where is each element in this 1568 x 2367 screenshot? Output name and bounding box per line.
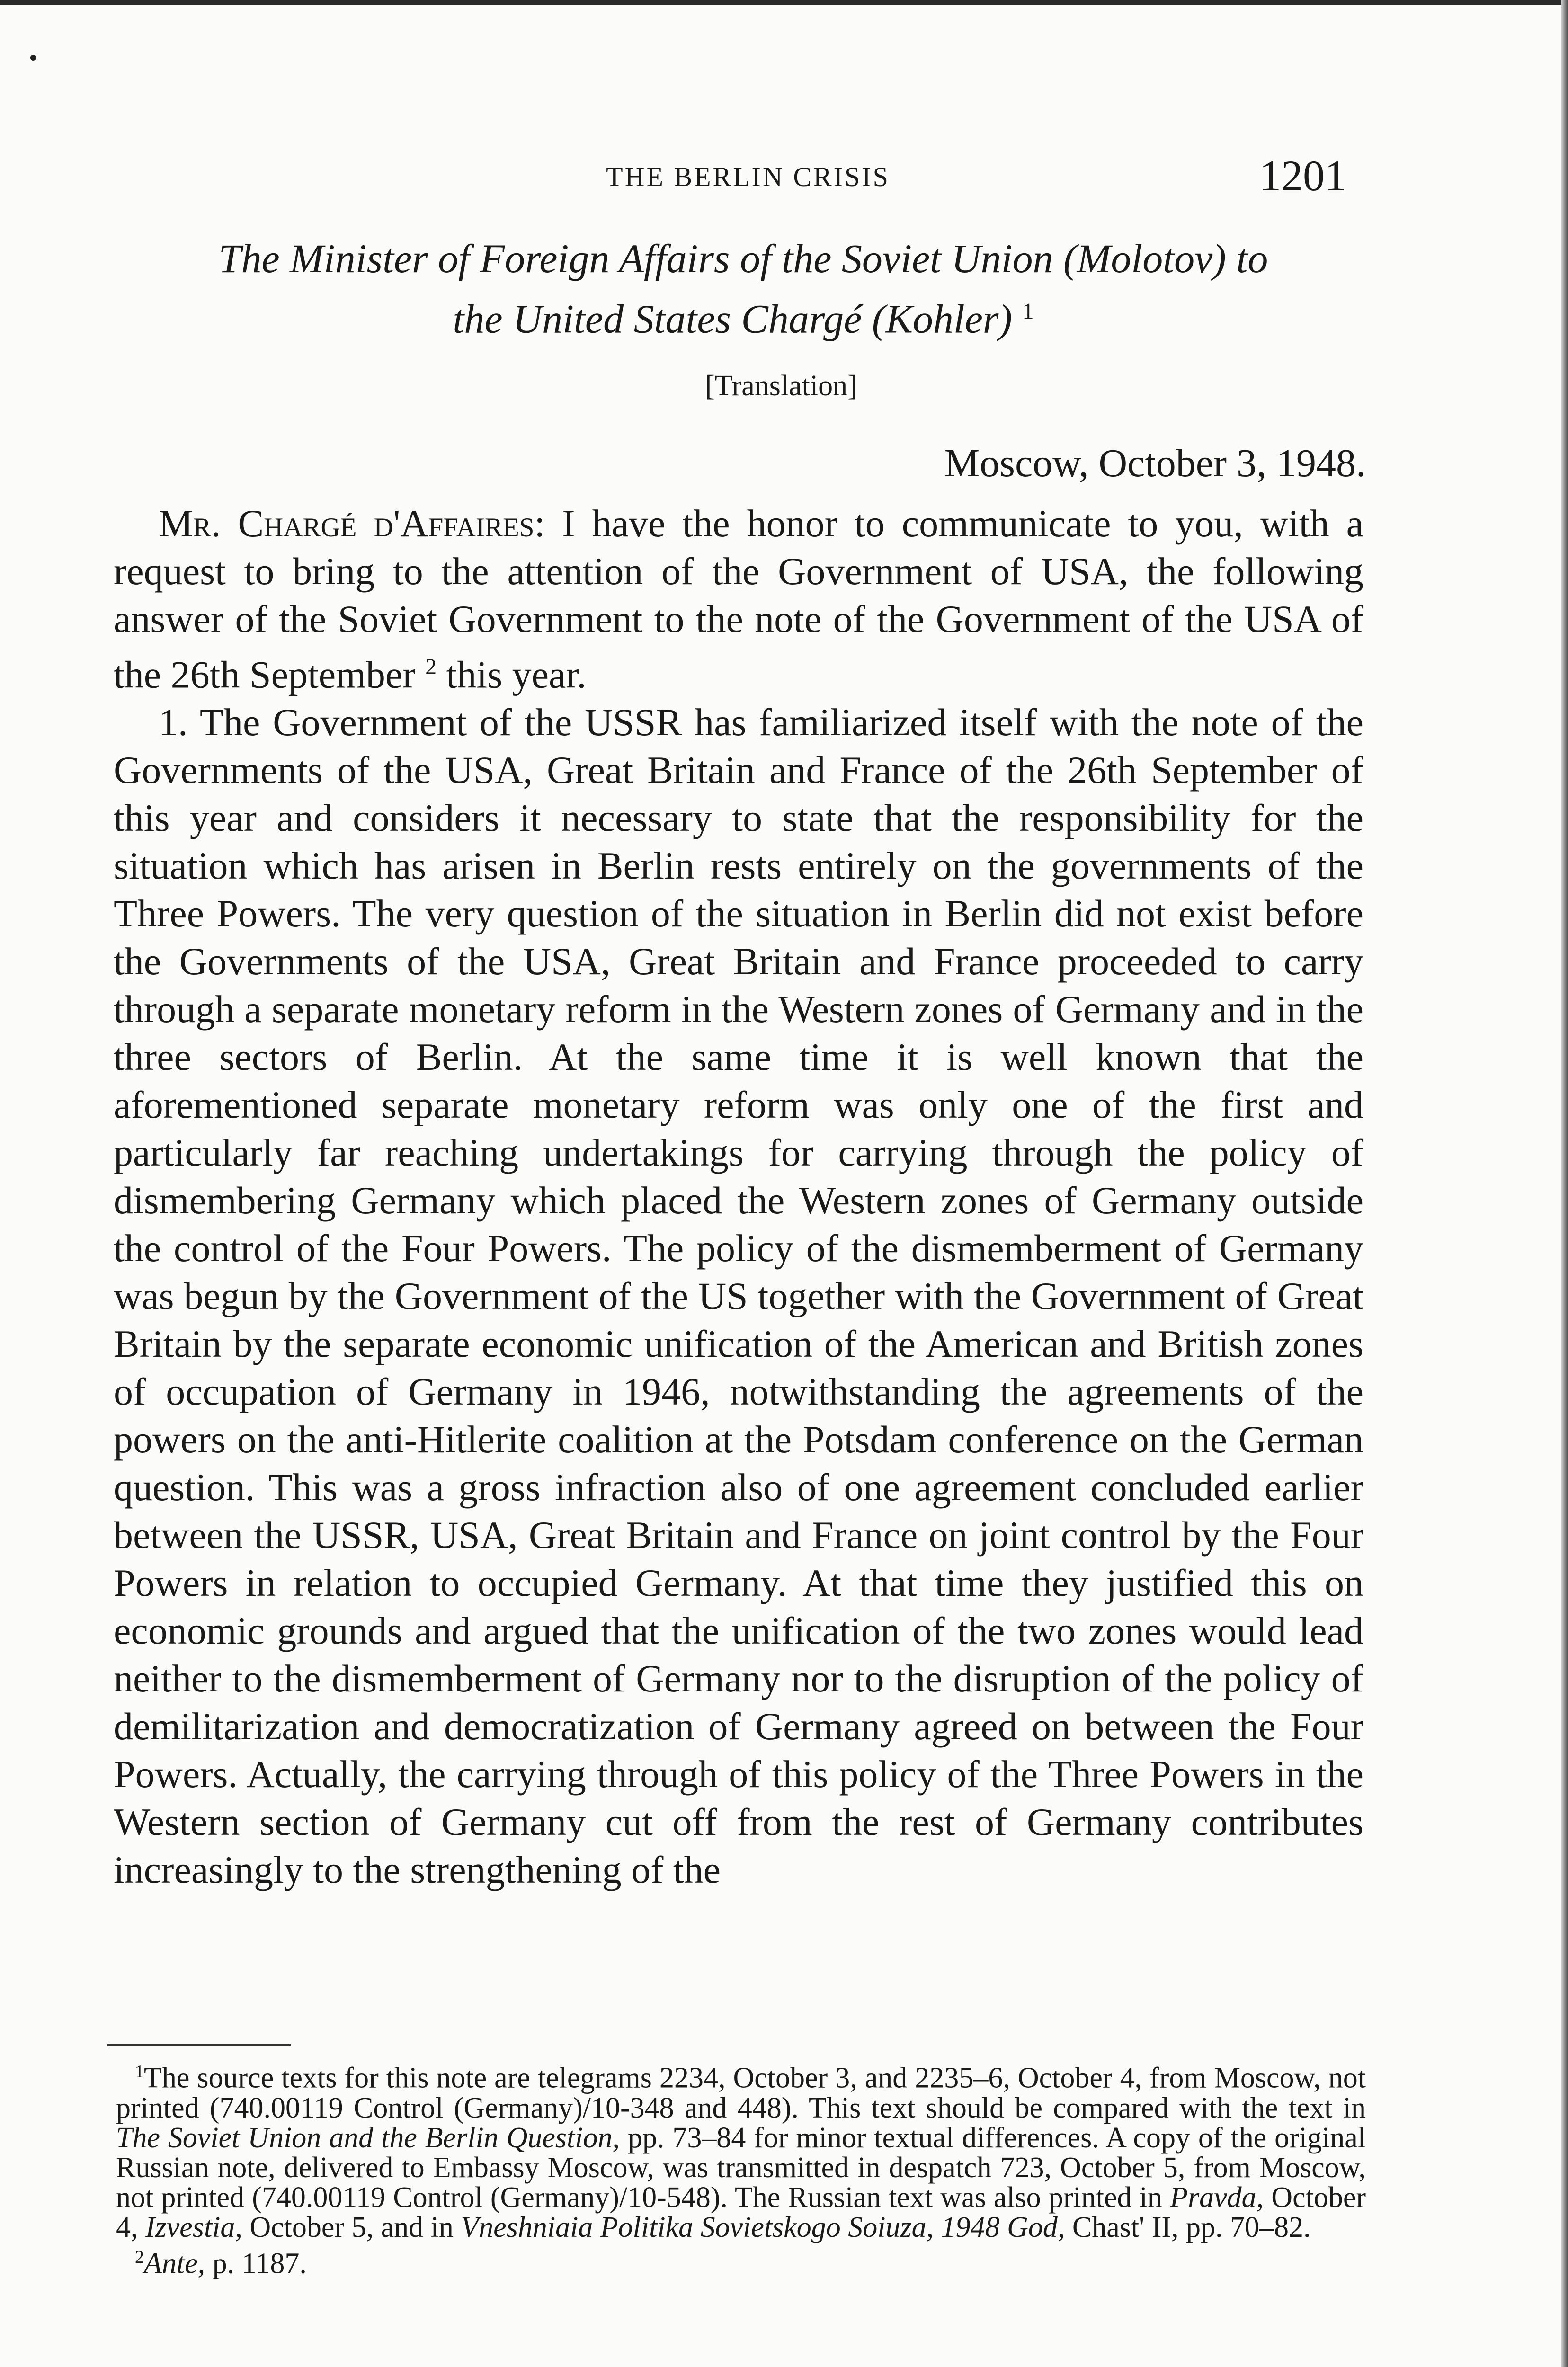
footnote-1-text-b: pp. 73–84 for minor textual differences. A copy of the original Russian note, delivered to Embassy Moscow, was transmitted in despatch 723, October 5, from Moscow, not printed (740.00119 Control (Germany)/10-548). The Russian text was also printed in	[116, 2121, 1366, 2214]
page-number: 1201	[1259, 151, 1346, 200]
dateline: Moscow, October 3, 1948.	[944, 441, 1366, 485]
paragraph-1-text: I have the honor to communicate to you, with a request to bring to the attention of the Government of USA, the following answer of the Soviet Government to the note of the Government of the USA of the 26th September	[114, 502, 1363, 696]
running-head: THE BERLIN CRISIS	[606, 161, 890, 192]
title-line-1: The Minister of Foreign Affairs of the Soviet Union (Molotov) to	[218, 236, 1268, 281]
title-line-2-text: the United States Chargé (Kohler)	[453, 296, 1013, 342]
footnote-1-izvestia: Izvestia,	[145, 2211, 242, 2243]
top-border	[0, 0, 1568, 5]
footnote-2-ante: Ante,	[144, 2247, 205, 2280]
footnotes	[116, 2057, 1366, 2278]
footnote-1-title-a: The Soviet Union and the Berlin Question,	[116, 2121, 620, 2154]
footnote-ref-2: 2	[425, 654, 437, 679]
paragraph-1-tail: this year.	[437, 653, 587, 696]
title-line-2	[109, 285, 1378, 346]
footnote-1-text-d: October 5, and in	[242, 2211, 461, 2243]
footnote-2-mark: 2	[135, 2247, 144, 2267]
speck-mark	[30, 55, 36, 61]
footnote-rule	[107, 2044, 291, 2046]
footnote-2	[116, 2242, 1366, 2279]
paragraph-2: 1. The Government of the USSR has familiarized itself with the note of the Governments of the USA, Great Britain and France of the 26th September of this year and considers it necessary to state that the responsibility for the situation which has arisen in Berlin rests entirely on the governments of the Three Powers. The very question of the situation in Berlin did not exist before the Governments of the USA, Great Britain and France proceeded to carry through a separate monetary reform in the Western zones of Germany and in the three sectors of Berlin. At the same time it is well known that the aforementioned separate monetary reform was only one of the first and particularly far reaching undertakings for carrying through the policy of dismembering Germany which placed the Western zones of Germany outside the control of the Four Powers. The policy of the dismemberment of Germany was begun by the Government of the US together with the Government of Great Britain by the separate economic unification of the American and British zones of occupation of Germany in 1946, notwithstanding the agreements of the powers on the anti-Hitlerite coalition at the Potsdam conference on the German question. This was a gross infraction also of one agreement concluded earlier between the USSR, USA, Great Britain and France on joint control by the Four Powers in relation to occupied Germany. At that time they justified this on economic grounds and argued that the unification of the two zones would lead neither to the dismemberment of Germany nor to the disruption of the policy of demilitarization and democratization of Germany agreed on between the Four Powers. Actually, the carrying through of this policy of the Three Powers in the Western section of Germany cut off from the rest of Germany contributes increasingly to the strengthening of the	[114, 701, 1363, 1892]
footnote-1	[116, 2057, 1366, 2242]
page-edge-shadow	[1561, 0, 1568, 2367]
translation-note: [Translation]	[705, 370, 857, 402]
footnote-2-text: p. 1187.	[205, 2247, 307, 2280]
document-title	[109, 232, 1378, 346]
letter-body	[114, 499, 1363, 1894]
footnote-1-title-b: Vneshniaia Politika Sovietskogo Soiuza, 1948 God,	[461, 2211, 1065, 2243]
footnote-1-pravda: Pravda,	[1170, 2181, 1264, 2214]
footnote-1-text-c: October 4,	[116, 2181, 1366, 2243]
paragraph-1	[114, 499, 1363, 698]
footnote-1-text-e: Chast' II, pp. 70–82.	[1065, 2211, 1311, 2243]
footnote-1-text-a: The source texts for this note are telegrams 2234, October 3, and 2235–6, October 4, from Moscow, not printed (740.00119 Control (Germany)/10-348 and 448). This text should be compared with the text in	[116, 2062, 1366, 2124]
salutation: Mr. Chargé d'Affaires:	[159, 502, 545, 545]
footnote-1-mark: 1	[135, 2062, 144, 2082]
title-footnote-mark: 1	[1022, 299, 1034, 324]
